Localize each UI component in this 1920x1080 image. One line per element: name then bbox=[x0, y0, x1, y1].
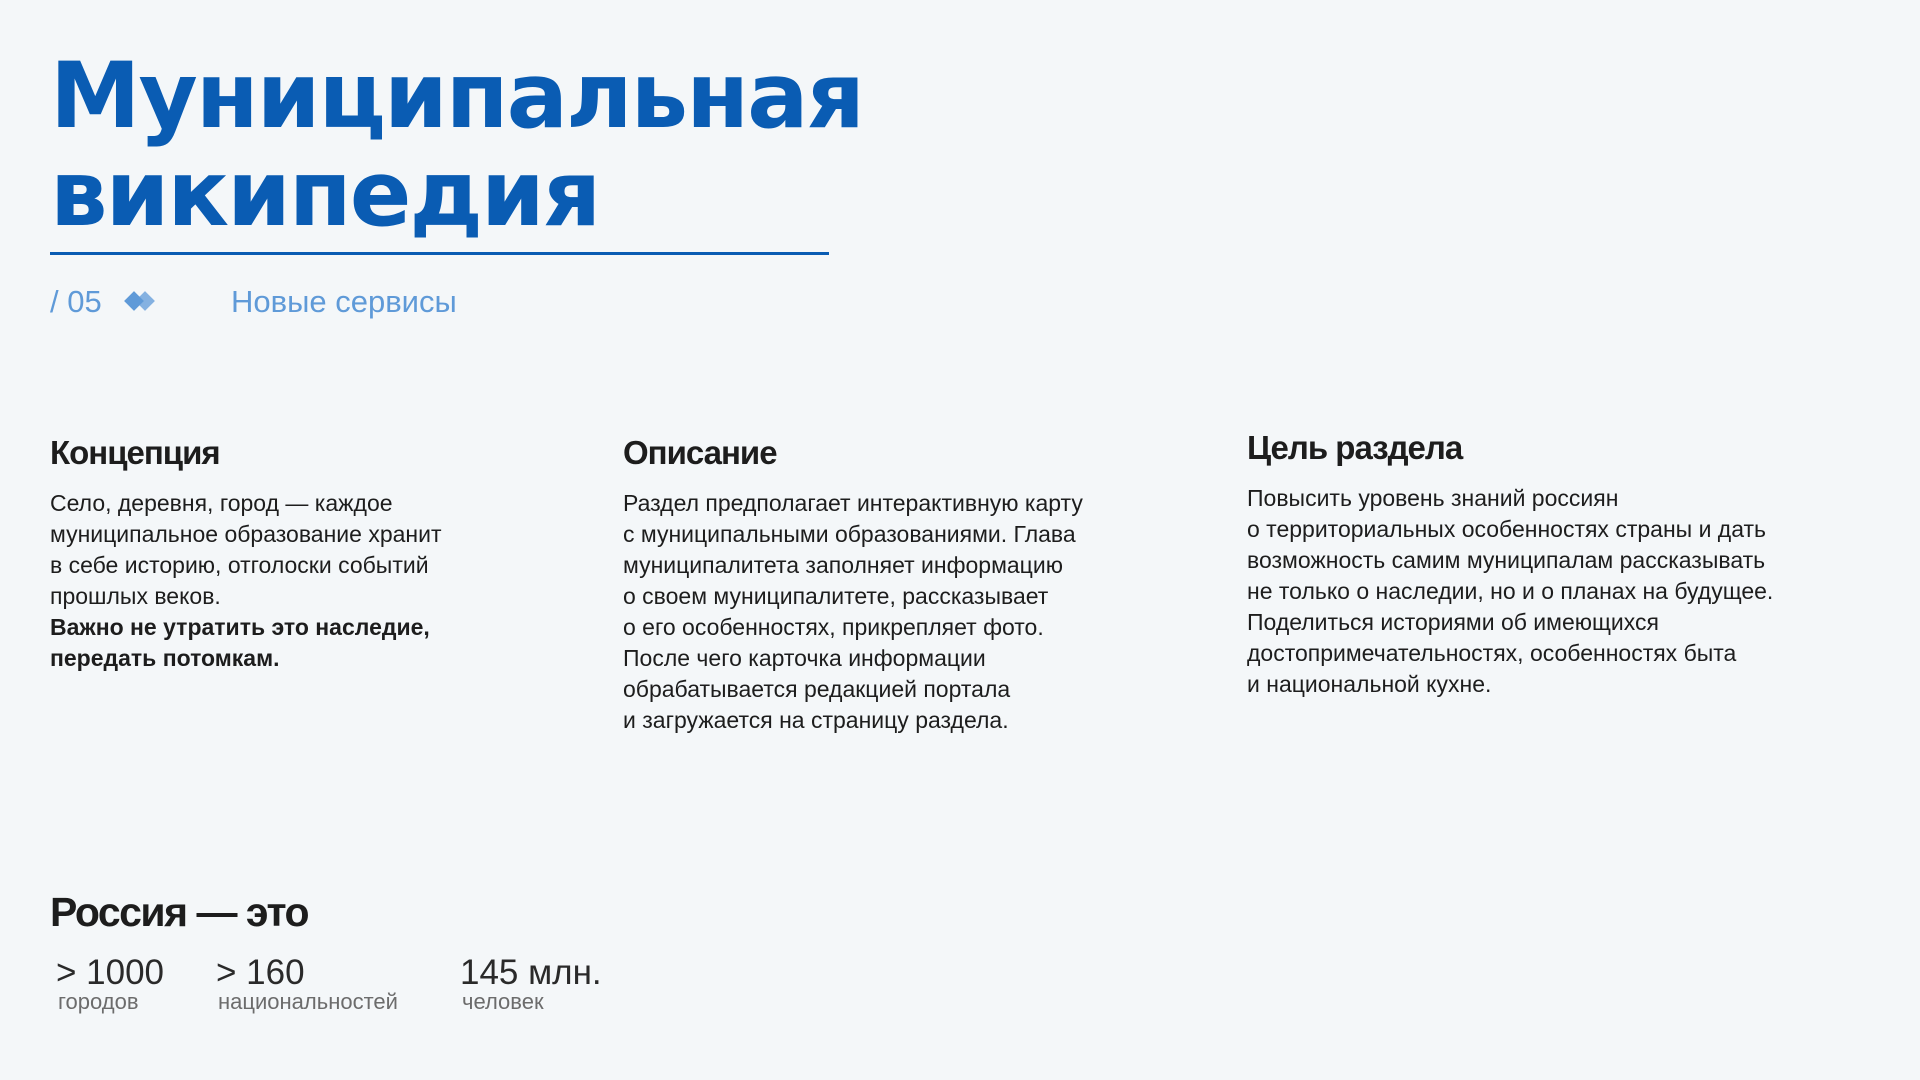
title-line-2: википедия bbox=[50, 142, 600, 247]
text-line: и национальной кухне. bbox=[1247, 671, 1492, 697]
column-goal bbox=[1247, 428, 1847, 700]
stat-label: человек bbox=[462, 989, 544, 1014]
stat-value: > 160 bbox=[216, 953, 305, 992]
text-line: Раздел предполагает интерактивную карту bbox=[623, 490, 1083, 516]
column-text bbox=[1247, 483, 1847, 700]
russia-heading: Россия — это bbox=[50, 889, 309, 935]
column-text bbox=[623, 488, 1223, 736]
text-line: Повысить уровень знаний россиян bbox=[1247, 485, 1619, 511]
text-line: Поделиться историями об имеющихся bbox=[1247, 609, 1659, 635]
text-line: обрабатывается редакцией портала bbox=[623, 676, 1011, 702]
text-line: и загружается на страницу раздела. bbox=[623, 707, 1009, 733]
stat-value: 145 млн. bbox=[460, 953, 602, 992]
column-heading: Концепция bbox=[50, 434, 220, 471]
column-concept bbox=[50, 433, 650, 674]
column-heading: Цель раздела bbox=[1247, 429, 1463, 466]
text-line: муниципалитета заполняет информацию bbox=[623, 552, 1063, 578]
title-line-1: Муниципальная bbox=[50, 44, 863, 149]
stat-cities bbox=[56, 953, 164, 1014]
page-title bbox=[50, 44, 863, 247]
section-name: Новые сервисы bbox=[231, 284, 457, 319]
stat-label: городов bbox=[58, 989, 139, 1014]
text-line: муниципальное образование хранит bbox=[50, 521, 442, 547]
text-line: Село, деревня, город — каждое bbox=[50, 490, 393, 516]
stat-population bbox=[460, 953, 602, 1014]
text-line: в себе историю, отголоски событий bbox=[50, 552, 429, 578]
column-text bbox=[50, 488, 650, 674]
text-line: достопримечательностях, особенностях быта bbox=[1247, 640, 1737, 666]
text-line: с муниципальными образованиями. Глава bbox=[623, 521, 1076, 547]
column-heading: Описание bbox=[623, 434, 777, 471]
text-line-bold: Важно не утратить это наследие, bbox=[50, 614, 430, 640]
stat-label: национальностей bbox=[218, 989, 398, 1014]
double-diamond-icon bbox=[124, 289, 158, 315]
text-line: о своем муниципалитете, рассказывает bbox=[623, 583, 1049, 609]
section-indicator bbox=[50, 282, 457, 322]
stat-nationalities bbox=[216, 953, 398, 1014]
text-line: о территориальных особенностях страны и дать bbox=[1247, 516, 1767, 542]
text-line: После чего карточка информации bbox=[623, 645, 986, 671]
text-line: прошлых веков. bbox=[50, 583, 221, 609]
stat-value: > 1000 bbox=[56, 953, 165, 992]
title-underline bbox=[50, 252, 829, 255]
text-line: не только о наследии, но и о планах на будущее. bbox=[1247, 578, 1774, 604]
text-line: о его особенностях, прикрепляет фото. bbox=[623, 614, 1044, 640]
column-description bbox=[623, 433, 1223, 736]
section-number: / 05 bbox=[50, 284, 102, 319]
text-line: возможность самим муниципалам рассказывать bbox=[1247, 547, 1766, 573]
text-line-bold: передать потомкам. bbox=[50, 645, 280, 671]
